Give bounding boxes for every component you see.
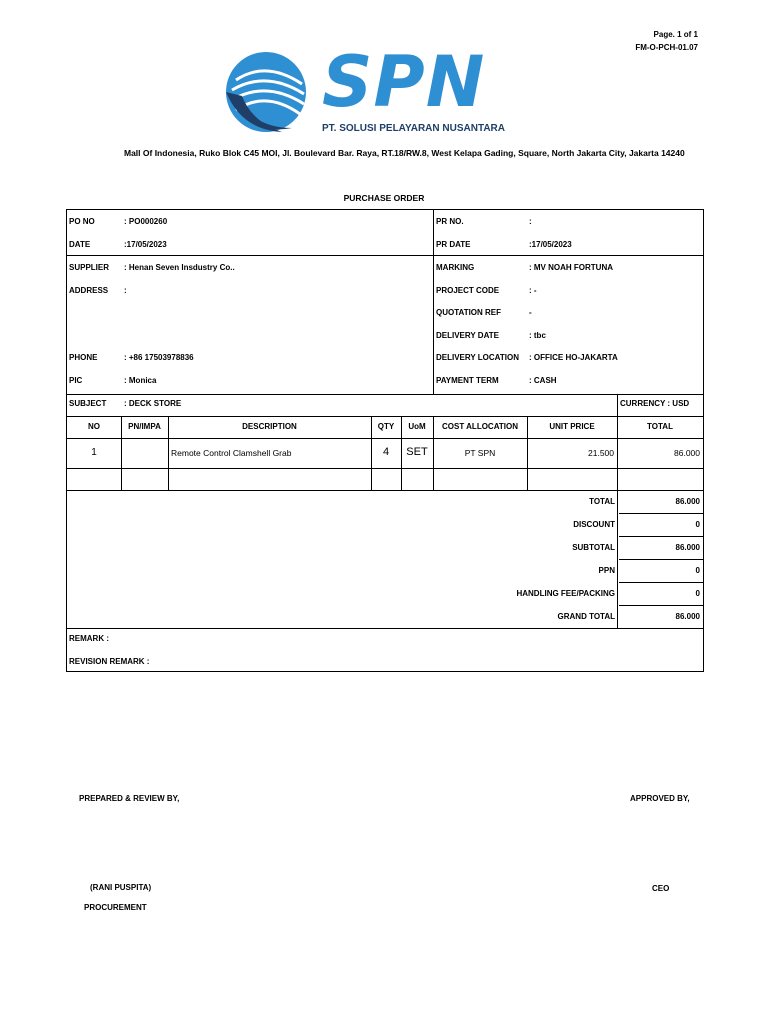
summary-total-value: 86.000 [675, 497, 700, 506]
page-number-block [635, 28, 698, 54]
pic-value: : Monica [124, 376, 157, 385]
address-label: ADDRESS [69, 286, 109, 295]
quotation-ref-value: - [529, 308, 532, 317]
phone-value: : +86 17503978836 [124, 353, 194, 362]
pr-no-label: PR NO. [436, 217, 464, 226]
column-header-qty: QTY [377, 422, 395, 431]
row-total: 86.000 [674, 448, 700, 458]
pr-no-value: : [529, 217, 532, 226]
column-header-uom: UoM [408, 422, 426, 431]
summary-discount-value: 0 [695, 520, 700, 529]
column-header-cost-allocation: COST ALLOCATION [442, 422, 518, 431]
summary-ppn-value: 0 [695, 566, 700, 575]
summary-ppn-label: PPN [598, 566, 615, 575]
row-unit-price: 21.500 [588, 448, 614, 458]
pr-date-label: PR DATE [436, 240, 471, 249]
delivery-date-value: : tbc [529, 331, 546, 340]
column-header-description: DESCRIPTION [242, 422, 297, 431]
delivery-date-label: DELIVERY DATE [436, 331, 499, 340]
summary-subtotal-label: SUBTOTAL [572, 543, 615, 552]
row-no: 1 [91, 447, 97, 458]
po-no-value: : PO000260 [124, 217, 168, 226]
company-name: PT. SOLUSI PELAYARAN NUSANTARA [322, 123, 505, 134]
summary-discount-label: DISCOUNT [573, 520, 615, 529]
project-code-value: : - [529, 286, 537, 295]
date-value: :17/05/2023 [124, 240, 167, 249]
phone-label: PHONE [69, 353, 98, 362]
column-header-total: TOTAL [647, 422, 673, 431]
summary-handling-fee-label: HANDLING FEE/PACKING [516, 589, 615, 598]
subject-label: SUBJECT [69, 399, 107, 408]
prepared-by-name: (RANI PUSPITA) [90, 883, 152, 892]
delivery-location-label: DELIVERY LOCATION [436, 353, 519, 362]
summary-grand-total-label: GRAND TOTAL [557, 612, 615, 621]
subject-value: : DECK STORE [124, 399, 182, 408]
approver-role: CEO [652, 884, 670, 893]
marking-label: MARKING [436, 263, 475, 272]
date-label: DATE [69, 240, 91, 249]
document-title: PURCHASE ORDER [343, 193, 425, 203]
project-code-label: PROJECT CODE [436, 286, 500, 295]
prepared-by-label: PREPARED & REVIEW BY, [79, 794, 180, 803]
remark-label: REMARK : [69, 634, 109, 643]
address-value: : [124, 286, 127, 295]
prepared-by-role: PROCUREMENT [84, 903, 147, 912]
column-header-pn-impa: PN/IMPA [128, 422, 161, 431]
marking-value: : MV NOAH FORTUNA [529, 263, 613, 272]
summary-total-label: TOTAL [589, 497, 615, 506]
currency-label: CURRENCY : USD [620, 399, 690, 408]
supplier-label: SUPPLIER [69, 263, 110, 272]
po-no-label: PO NO [69, 217, 95, 226]
summary-grand-total-value: 86.000 [675, 612, 700, 621]
summary-subtotal-value: 86.000 [675, 543, 700, 552]
approved-by-label: APPROVED BY, [630, 794, 690, 803]
payment-term-value: : CASH [529, 376, 557, 385]
payment-term-label: PAYMENT TERM [436, 376, 499, 385]
column-header-no: NO [88, 422, 100, 431]
company-address: Mall Of Indonesia, Ruko Blok C45 MOI, Jl. Boulevard Bar. Raya, RT.18/RW.8, West Kelapa Gading, Square, North Jakarta City, Jakarta 14240 [124, 148, 685, 158]
pic-label: PIC [69, 376, 83, 385]
company-logo [222, 41, 542, 140]
summary-handling-fee-value: 0 [695, 589, 700, 598]
row-qty: 4 [382, 446, 390, 458]
row-description: Remote Control Clamshell Grab [171, 448, 292, 458]
logo-wordmark: SPN [322, 41, 486, 123]
supplier-value: : Henan Seven Insdustry Co.. [124, 263, 235, 272]
pr-date-value: :17/05/2023 [529, 240, 572, 249]
quotation-ref-label: QUOTATION REF [436, 308, 502, 317]
revision-remark-label: REVISION REMARK : [69, 657, 150, 666]
page-number: Page. 1 of 1 [653, 30, 698, 39]
row-uom: SET [406, 446, 428, 458]
row-cost-allocation: PT SPN [464, 448, 496, 458]
form-code: FM-O-PCH-01.07 [635, 43, 698, 52]
purchase-order-table [66, 209, 704, 672]
column-header-unit-price: UNIT PRICE [549, 422, 595, 431]
delivery-location-value: : OFFICE HO-JAKARTA [529, 353, 618, 362]
